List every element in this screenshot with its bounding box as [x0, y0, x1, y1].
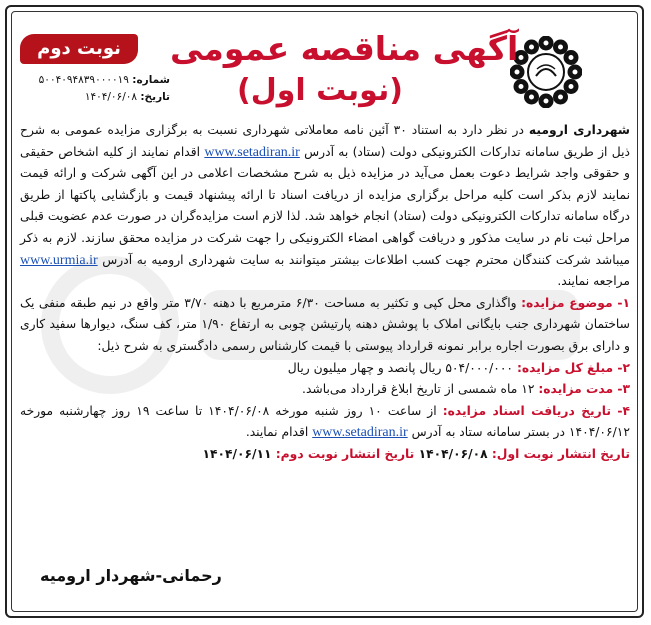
first-publish-label: تاریخ انتشار نوبت اول: — [491, 446, 630, 461]
item-label: ۴- تاریخ دریافت اسناد مزایده: — [442, 403, 631, 418]
intro-text-3: مراجعه نمایند. — [557, 274, 630, 289]
item-label: ۳- مدت مزایده: — [538, 382, 630, 397]
item-duration — [20, 379, 630, 401]
second-publish-label: تاریخ انتشار نوبت دوم: — [275, 446, 415, 461]
number-value: ۵۰۰۴۰۹۴۸۳۹۰۰۰۰۱۹ — [38, 74, 129, 86]
item-tail: اقدام نمایند. — [245, 425, 313, 440]
org-name: شهرداری ارومیه — [528, 123, 630, 137]
urmia-link[interactable]: www.urmia.ir — [20, 252, 98, 268]
item-label: ۱- موضوع مزایده: — [521, 295, 631, 310]
item-subject — [20, 293, 630, 358]
item-label: ۲- مبلغ کل مزایده: — [516, 360, 630, 375]
second-publish-date: ۱۴۰۴/۰۶/۱۱ — [202, 446, 276, 461]
signature: رحمانی-شهردار ارومیه — [40, 566, 222, 585]
item-text: ۱۲ ماه شمسی از تاریخ ابلاغ قرارداد می‌باشد. — [302, 382, 539, 397]
date-value: ۱۴۰۴/۰۶/۰۸ — [84, 91, 138, 103]
number-label: شماره: — [132, 74, 170, 86]
item-text: از ساعت ۱۰ روز شنبه مورخه ۱۴۰۴/۰۶/۰۸ تا ساعت ۱۹ روز چهارشنبه مورخه ۱۴۰۴/۰۶/۱۲ در بستر سامانه ستاد به آدرس — [20, 403, 630, 440]
reference-date — [20, 89, 170, 106]
second-round-badge: نوبت دوم — [20, 34, 138, 64]
intro-text-2: اقدام نمایند از کلیه اشخاص حقیقی و حقوقی واجد شرایط دعوت بعمل می‌آید در مزایده ذیل به شرح مشخصات اعلامی در این آگهی شرکت و ارائه قیمت نمایند لازم بذکر است کلیه مراحل برگزاری مزایده از دریافت اسناد تا ارائه پیشنهاد قیمت و بازگشایی پاکتها از طریق درگاه سامانه تدارکات الکترونیکی دولت (ستاد) انجام خواهد شد. لذا لازم است مزایده‌گران در صورت عدم عضویت قبلی مراحل ثبت نام در سایت مذکور و دریافت گواهی امضاء الکترونیکی را جهت شرکت در مزایده محقق سازند. لازم به ذکر میباشد شرکت کنندگان محترم جهت کسب اطلاعات بیشتر میتوانند به سایت شهرداری ارومیه به آدرس — [20, 144, 630, 267]
item-amount — [20, 358, 630, 380]
notice-title: آگهی مناقصه عمومی — [170, 29, 519, 68]
publish-dates — [20, 444, 630, 466]
item-text: واگذاری محل کپی و تکثیر به مساحت ۶/۳۰ مترمربع با دهنه ۳/۷۰ متر واقع در نیم طبقه منفی یک ساختمان شهرداری جنب بایگانی املاک با پوشش دهنه پارتیشن چوبی به ارتفاع ۱/۹۰ متر، کف سنگ، دیوارها سفید کاری و دارای برق بصورت اجاره برابر نمونه قرارداد پیوستی با قیمت کارشناس رسمی دادگستری به شرح ذیل: — [20, 295, 630, 353]
urmia-municipality-logo — [510, 36, 582, 108]
reference-number — [20, 72, 170, 89]
setadiran-link[interactable]: www.setadiran.ir — [204, 144, 300, 160]
notice-body — [20, 120, 630, 466]
intro-paragraph — [20, 120, 630, 293]
first-publish-date: ۱۴۰۴/۰۶/۰۸ — [414, 446, 492, 461]
date-label: تاریخ: — [140, 91, 170, 103]
item-documents-date — [20, 401, 630, 444]
intro-text-1: در نظر دارد به استناد ۳۰ آئین نامه معاملاتی شهرداری نسبت به برگزاری مزایده عمومی به شرح ذیل از طریق سامانه تدارکات الکترونیکی دولت (ستاد) به آدرس — [20, 123, 630, 159]
setadiran-link-2[interactable]: www.setadiran.ir — [312, 425, 408, 441]
notice-subtitle: (نوبت اول) — [237, 73, 403, 108]
reference-meta — [20, 72, 170, 106]
item-text: ۵۰۴/۰۰۰/۰۰۰ ریال پانصد و چهار میلیون ریال — [287, 360, 517, 375]
